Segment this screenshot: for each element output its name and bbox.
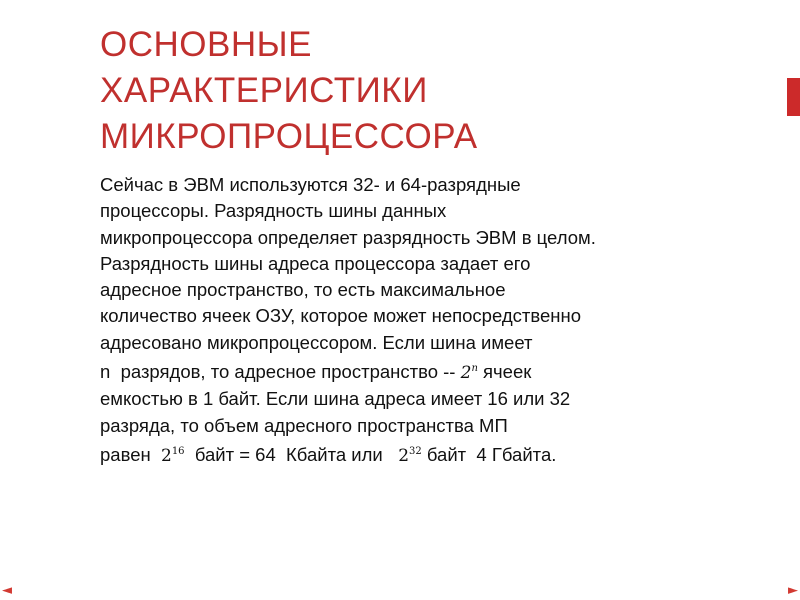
body-line: количество ячеек ОЗУ, которое может непосредственно	[100, 305, 581, 327]
title-line: ХАРАКТЕРИСТИКИ	[100, 71, 428, 110]
line-text: n разрядов, то адресное пространство --	[100, 361, 461, 383]
formula-base: 2	[398, 445, 410, 466]
body-line: Разрядность шины адреса процессора задает его	[100, 252, 531, 274]
formula-base: 2	[160, 445, 172, 466]
body-line: разряда, то объем адресного пространства МП	[100, 414, 508, 436]
formula-exponent: 32	[409, 445, 422, 457]
title-line: ОСНОВНЫЕ	[100, 25, 312, 64]
formula-2-pow-16	[161, 446, 185, 466]
body-line: микропроцессора определяет разрядность ЭВМ в целом.	[100, 226, 596, 248]
title-line: МИКРОПРОЦЕССОРА	[100, 117, 478, 156]
body-line: адресное пространство, то есть максимальное	[100, 279, 506, 301]
body-line	[100, 439, 710, 469]
formula-2-pow-32	[398, 446, 422, 466]
line-text: байт = 64 Кбайта или	[184, 443, 399, 465]
slide-body-text	[100, 172, 710, 469]
prev-slide-arrow-icon[interactable]: ◄	[2, 583, 12, 598]
body-line	[100, 356, 710, 386]
line-text: равен	[100, 443, 161, 465]
line-text: ячеек	[477, 361, 532, 383]
body-line: процессоры. Разрядность шины данных	[100, 200, 447, 222]
formula-exponent: n	[471, 363, 478, 375]
formula-exponent: 16	[171, 445, 185, 457]
line-text: байт 4 Гбайта.	[421, 443, 557, 465]
formula-2-pow-n	[461, 363, 478, 383]
body-line: емкостью в 1 байт. Если шина адреса имеет 16 или 32	[100, 388, 571, 410]
body-line: Сейчас в ЭВМ используются 32- и 64-разрядные	[100, 174, 521, 195]
slide-title	[100, 22, 660, 160]
formula-base: 2	[460, 363, 472, 384]
accent-bar	[787, 78, 800, 116]
next-slide-arrow-icon[interactable]: ►	[788, 583, 798, 598]
body-line: адресовано микропроцессором. Если шина имеет	[100, 331, 533, 353]
